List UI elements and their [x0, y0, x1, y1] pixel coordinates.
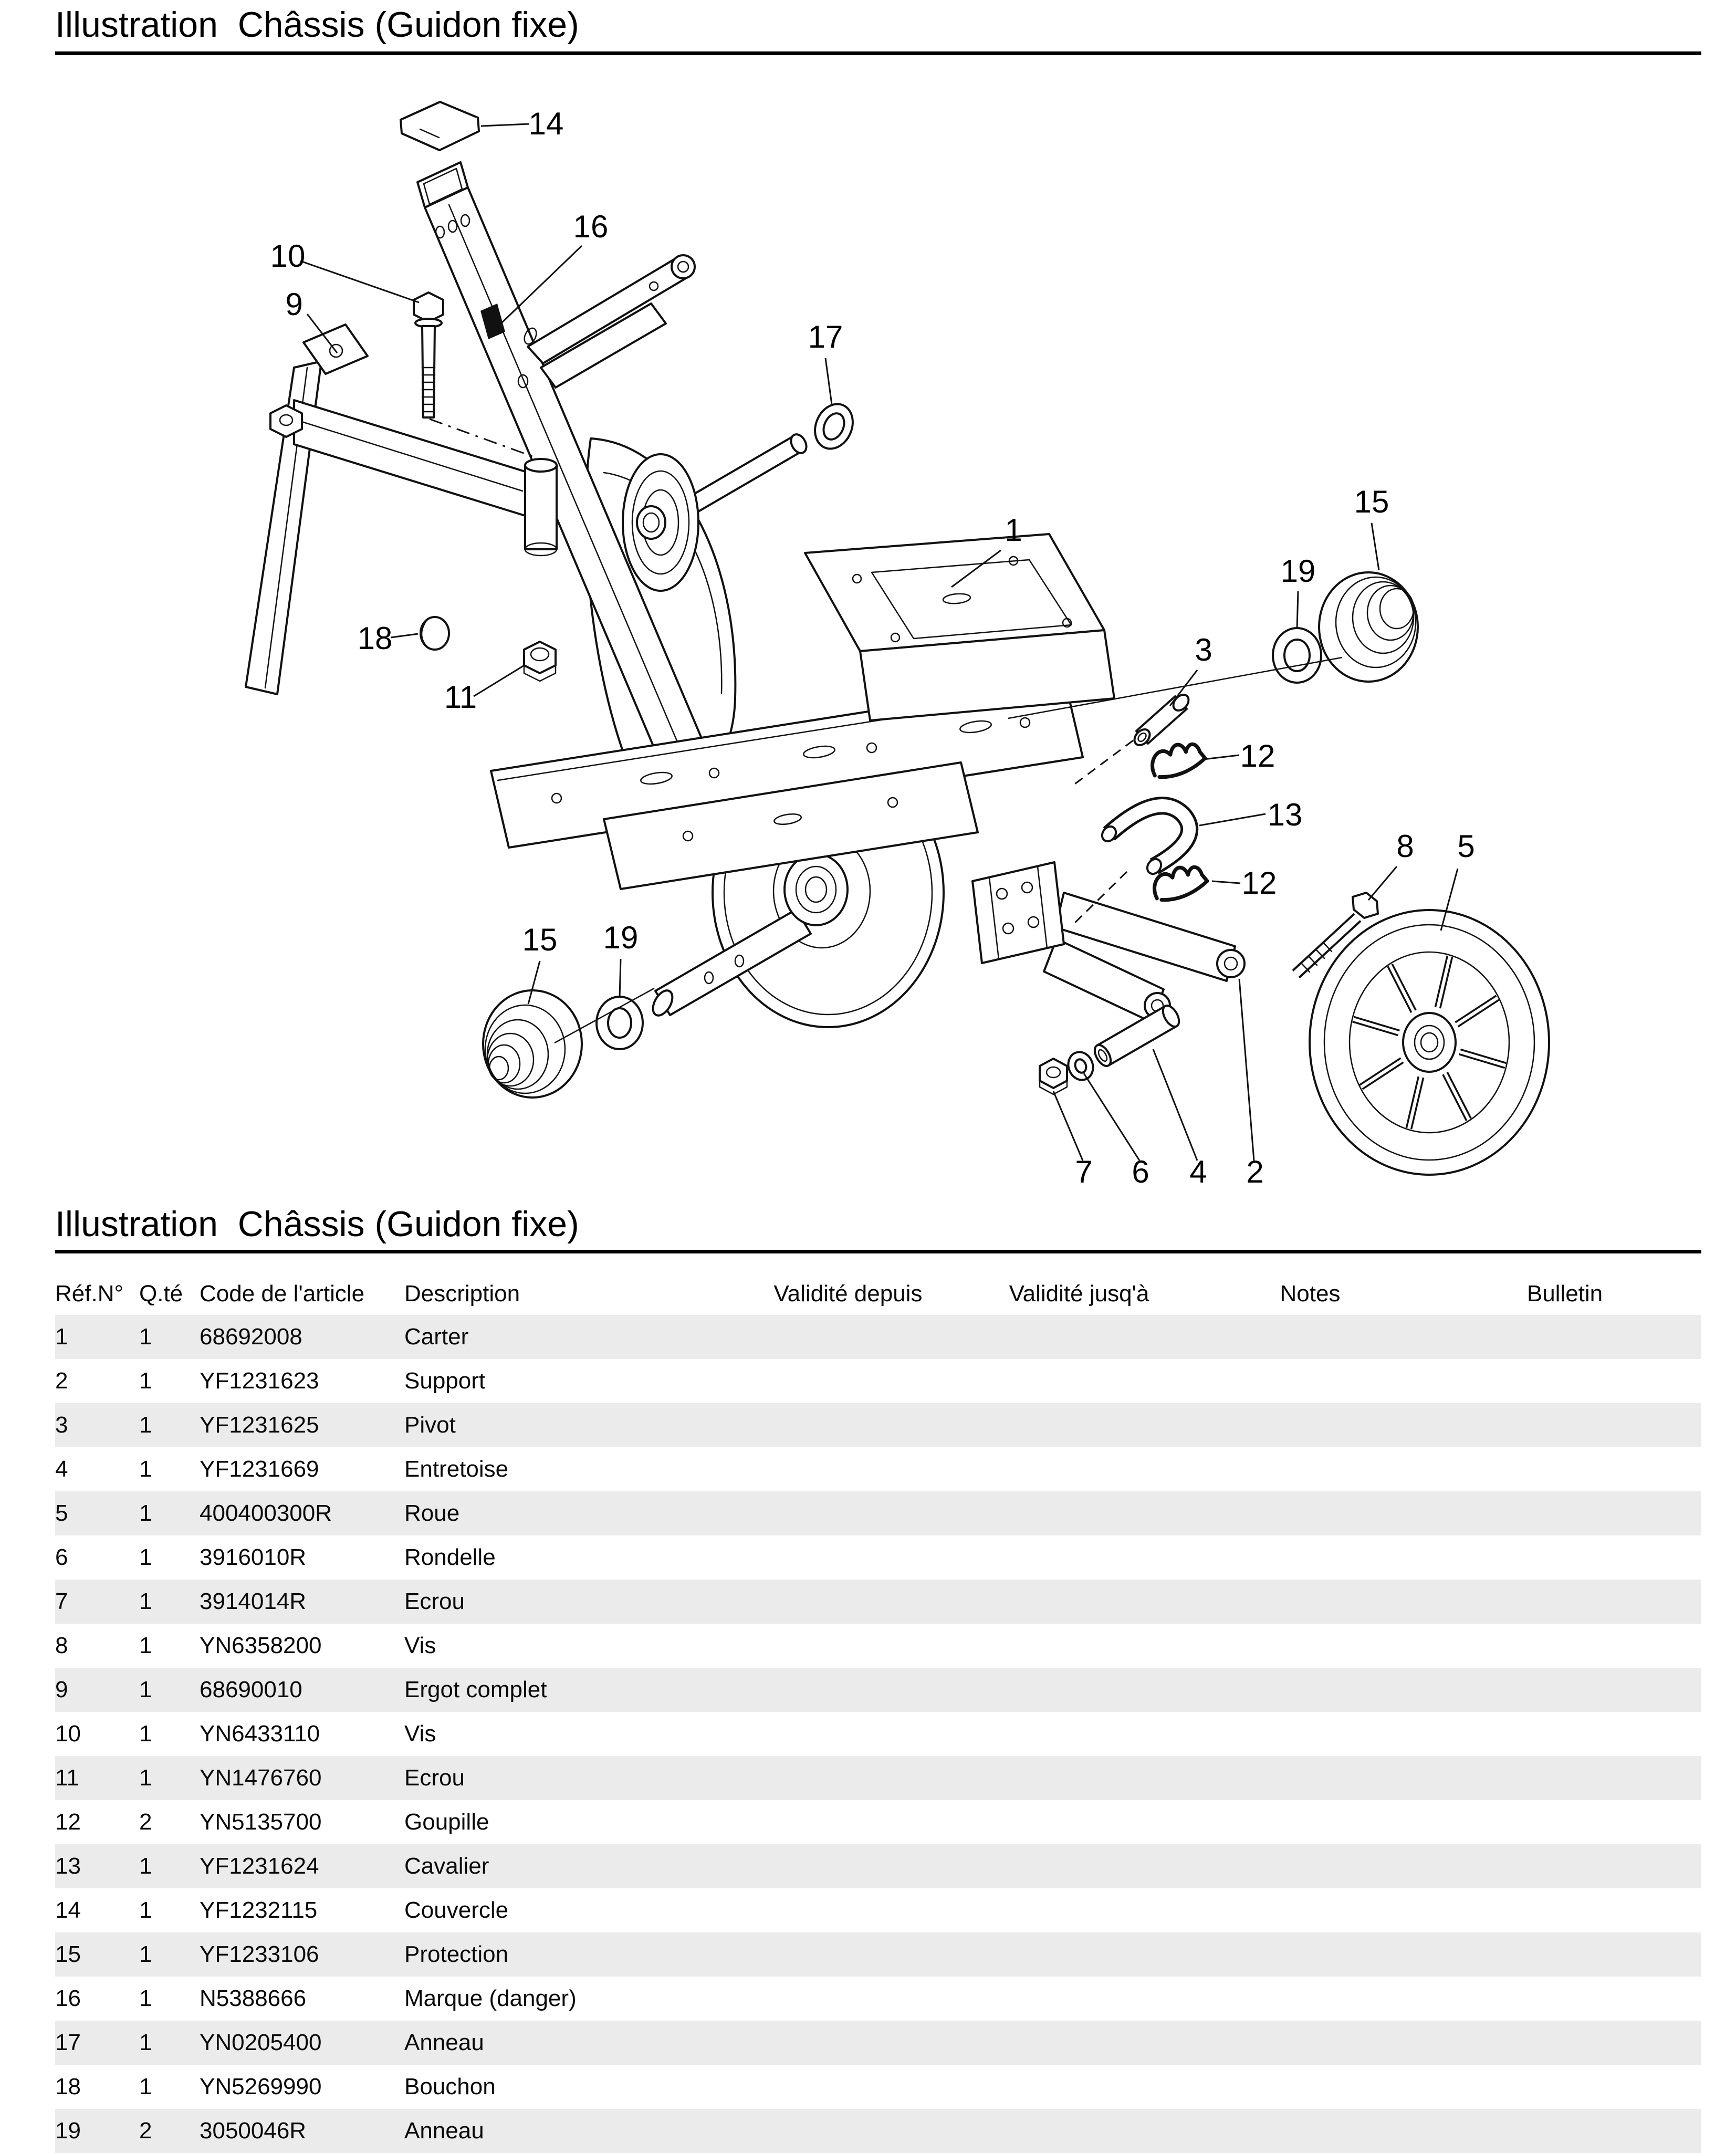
table-cell: 1 [139, 1765, 152, 1791]
callout-label: 17 [808, 319, 843, 354]
col-header-qty: Q.té [139, 1281, 183, 1307]
table-cell: 1 [139, 1324, 152, 1350]
table-cell [1428, 1932, 1701, 1977]
table-cell: 3050046R [200, 2118, 307, 2144]
nut-11-part [524, 642, 556, 681]
table-row [55, 2021, 1701, 2065]
table-cell [730, 1977, 966, 2021]
table-cell [1428, 1447, 1701, 1491]
table-cell: Bouchon [404, 2074, 496, 2099]
table-cell [1192, 1535, 1428, 1580]
page-title: Illustration Châssis (Guidon fixe) [55, 5, 579, 45]
table-cell: 2 [55, 1368, 68, 1394]
ring-19-top-part [1273, 628, 1321, 683]
table-cell: YF1232115 [200, 1897, 318, 1923]
table-cell [730, 1888, 966, 1932]
table-cell: Cavalier [404, 1853, 489, 1879]
table-cell [1192, 1756, 1428, 1800]
table-cell: YF1231669 [200, 1456, 319, 1482]
table-cell [1192, 1800, 1428, 1844]
table-title-rule [55, 1250, 1701, 1253]
table-cell [1428, 1844, 1701, 1888]
table-cell: 6 [55, 1544, 68, 1570]
col-header-bulletin: Bulletin [1526, 1281, 1603, 1307]
table-cell: YF1233106 [200, 1941, 319, 1967]
table-row [55, 1580, 1701, 1624]
callout-label: 8 [1396, 829, 1414, 864]
table-cell: 1 [139, 1588, 152, 1614]
table-cell: 68690010 [200, 1677, 302, 1702]
table-cell: 1 [55, 1324, 68, 1350]
table-cell [966, 1888, 1192, 1932]
table-cell: 4 [55, 1456, 68, 1482]
cavalier-part [1100, 806, 1190, 876]
table-cell [730, 1580, 966, 1624]
clip-12-upper-part [1149, 740, 1207, 779]
table-cell: Entretoise [404, 1456, 509, 1482]
table-cell [1192, 1712, 1428, 1756]
col-header-desc: Description [404, 1281, 520, 1307]
table-cell [730, 1800, 966, 1844]
ring-17-part [808, 398, 860, 455]
table-cell [1428, 1800, 1701, 1844]
table-cell [1192, 2021, 1428, 2065]
col-header-ref: Réf.N° [55, 1281, 124, 1307]
table-cell: 17 [55, 2030, 81, 2055]
callout-label: 12 [1240, 738, 1275, 774]
callout-label: 5 [1457, 829, 1475, 864]
callout-label: 7 [1075, 1154, 1093, 1189]
pivot-pin-part [1132, 692, 1192, 748]
table-cell [966, 1932, 1192, 1977]
table-cell [730, 1403, 966, 1447]
table-cell: 1 [139, 1897, 152, 1923]
table-cell: YF1231624 [200, 1853, 319, 1879]
table-row [55, 1712, 1701, 1756]
table-cell [966, 1403, 1192, 1447]
table-cell: Goupille [404, 1809, 489, 1835]
callout-label: 14 [528, 106, 564, 141]
protection-top-part [1319, 572, 1418, 682]
table-cell: 10 [55, 1721, 81, 1747]
nut-7-part [1040, 1059, 1067, 1094]
table-cell: Carter [404, 1324, 469, 1350]
table-cell: 3 [55, 1412, 68, 1438]
table-cell: 1 [139, 1544, 152, 1570]
table-cell: Roue [404, 1500, 460, 1526]
table-cell [730, 2065, 966, 2109]
table-cell: YN5269990 [200, 2074, 322, 2099]
callout-label: 16 [573, 209, 609, 244]
col-header-valid-to: Validité jusq'à [1009, 1281, 1149, 1307]
table-cell [966, 1315, 1192, 1359]
table-row [55, 1447, 1701, 1491]
table-cell: 5 [55, 1500, 68, 1526]
callout-label: 6 [1132, 1154, 1149, 1189]
table-cell [730, 1491, 966, 1535]
table-cell: 9 [55, 1677, 68, 1702]
table-cell [966, 2109, 1192, 2153]
carter-box-part [805, 534, 1114, 720]
table-cell: Ecrou [404, 1765, 465, 1791]
table-cell: 19 [55, 2118, 81, 2144]
table-cell [1428, 1712, 1701, 1756]
table-cell [966, 1756, 1192, 1800]
table-row [55, 1624, 1701, 1668]
table-cell [966, 2021, 1192, 2065]
table-cell [966, 1624, 1192, 1668]
wheel-part [1310, 910, 1549, 1175]
table-cell: 1 [139, 1500, 152, 1526]
table-cell: 16 [55, 1985, 81, 2011]
table-row [55, 1800, 1701, 1844]
table-row [55, 1756, 1701, 1800]
callout-label: 12 [1241, 865, 1277, 901]
table-cell [1192, 1315, 1428, 1359]
table-cell: Couvercle [404, 1897, 509, 1923]
carter-plate-part [491, 681, 1083, 889]
table-row [55, 1491, 1701, 1535]
table-cell: Anneau [404, 2030, 484, 2055]
table-cell [730, 1624, 966, 1668]
table-cell [730, 1932, 966, 1977]
table-cell: Protection [404, 1941, 509, 1967]
callout-label: 13 [1267, 797, 1303, 832]
protection-bottom-part [483, 990, 582, 1098]
table-cell: YF1231623 [200, 1368, 319, 1394]
table-cell [1428, 1624, 1701, 1668]
table-cell [1192, 2109, 1428, 2153]
callout-label: 4 [1189, 1154, 1207, 1189]
table-cell: 14 [55, 1897, 81, 1923]
table-cell [730, 1712, 966, 1756]
table-cell: 2 [139, 2118, 152, 2144]
table-cell: 3914014R [200, 1588, 307, 1614]
table-cell [730, 1668, 966, 1712]
parts-table-body [55, 1315, 1701, 2153]
table-cell: YN0205400 [200, 2030, 322, 2055]
table-cell [1428, 1403, 1701, 1447]
table-cell [1192, 1491, 1428, 1535]
table-cell: 68692008 [200, 1324, 302, 1350]
table-cell [1192, 1403, 1428, 1447]
table-cell: YN6433110 [200, 1721, 320, 1747]
table-cell: 1 [139, 1941, 152, 1967]
table-cell [730, 1535, 966, 1580]
table-cell [730, 2021, 966, 2065]
arm-bracket-part [528, 255, 695, 388]
table-cell: YF1231625 [200, 1412, 319, 1438]
callout-label: 9 [285, 287, 303, 322]
table-cell: Support [404, 1368, 486, 1394]
table-cell [1192, 1844, 1428, 1888]
table-cell [1428, 2021, 1701, 2065]
table-cell [966, 1491, 1192, 1535]
table-cell: 13 [55, 1853, 81, 1879]
table-row [55, 1668, 1701, 1712]
callout-label: 18 [357, 621, 393, 656]
table-cell: Ergot complet [404, 1677, 547, 1702]
table-cell: Anneau [404, 2118, 484, 2144]
table-cell [966, 1359, 1192, 1403]
table-cell: 1 [139, 1853, 152, 1879]
table-cell [1428, 1491, 1701, 1535]
table-cell: N5388666 [200, 1985, 307, 2011]
table-cell: YN1476760 [200, 1765, 322, 1791]
table-cell [1192, 1447, 1428, 1491]
table-cell [1192, 1668, 1428, 1712]
table-cell [966, 1447, 1192, 1491]
callout-label: 15 [1354, 484, 1389, 519]
table-cell: 18 [55, 2074, 81, 2099]
table-cell [1428, 1756, 1701, 1800]
table-cell: 8 [55, 1633, 68, 1658]
table-cell: 2 [139, 1809, 152, 1835]
table-cell [1192, 1977, 1428, 2021]
table-cell: 12 [55, 1809, 81, 1835]
table-cell: Pivot [404, 1412, 456, 1438]
parts-table [55, 1273, 1701, 2153]
bouchon-part [421, 617, 449, 650]
table-cell [1192, 1932, 1428, 1977]
table-row [55, 2065, 1701, 2109]
table-cell [730, 1315, 966, 1359]
callout-label: 1 [1005, 513, 1022, 548]
washer-part [1064, 1049, 1097, 1083]
table-row [55, 1315, 1701, 1359]
table-row [55, 1888, 1701, 1932]
ring-19-bottom-part [597, 997, 643, 1049]
table-cell [966, 2065, 1192, 2109]
table-row [55, 1844, 1701, 1888]
callout-label: 3 [1195, 632, 1212, 667]
table-cell [966, 1580, 1192, 1624]
table-cell: 400400300R [200, 1500, 332, 1526]
table-cell [1428, 1359, 1701, 1403]
table-cell [1428, 2065, 1701, 2109]
table-row [55, 1977, 1701, 2021]
table-cell: 1 [139, 1412, 152, 1438]
table-cell [1428, 1535, 1701, 1580]
table-row [55, 1932, 1701, 1977]
table-cell: 11 [55, 1765, 79, 1791]
table-cell [1428, 1580, 1701, 1624]
table-cell: 1 [139, 2030, 152, 2055]
table-cell: Ecrou [404, 1588, 465, 1614]
table-cell: Vis [404, 1633, 436, 1658]
cover-part [401, 102, 479, 150]
table-cell [966, 1844, 1192, 1888]
table-cell: 1 [139, 2074, 152, 2099]
table-cell [1428, 1888, 1701, 1932]
callout-label: 15 [522, 922, 558, 957]
table-cell: 1 [139, 1368, 152, 1394]
table-cell [966, 1712, 1192, 1756]
table-cell: Marque (danger) [404, 1985, 577, 2011]
table-cell: 1 [139, 1721, 152, 1747]
table-cell [1192, 1580, 1428, 1624]
table-cell [1428, 1977, 1701, 2021]
table-cell: 1 [139, 1985, 152, 2011]
callout-label: 19 [603, 920, 639, 955]
table-cell: YN5135700 [200, 1809, 322, 1835]
callout-label: 11 [444, 680, 477, 715]
table-cell [1192, 1624, 1428, 1668]
table-cell [1192, 1359, 1428, 1403]
table-title: Illustration Châssis (Guidon fixe) [55, 1204, 579, 1244]
table-cell [1192, 1888, 1428, 1932]
table-cell [730, 1844, 966, 1888]
table-header-row [55, 1273, 1701, 1315]
table-cell [1428, 2109, 1701, 2153]
table-row [55, 2109, 1701, 2153]
table-cell: Vis [404, 1721, 436, 1747]
table-cell [730, 1447, 966, 1491]
table-cell [966, 1668, 1192, 1712]
table-cell: 3916010R [200, 1544, 307, 1570]
callout-label: 10 [270, 238, 306, 274]
callout-label: 19 [1280, 553, 1316, 589]
table-cell: 15 [55, 1941, 81, 1967]
table-cell [1428, 1315, 1701, 1359]
callout-label: 2 [1246, 1154, 1264, 1189]
col-header-code: Code de l'article [200, 1281, 365, 1307]
table-cell [730, 2109, 966, 2153]
table-cell: Rondelle [404, 1544, 496, 1570]
table-row [55, 1535, 1701, 1580]
table-cell [966, 1977, 1192, 2021]
table-cell [1192, 2065, 1428, 2109]
table-cell: 1 [139, 1677, 152, 1702]
table-cell [966, 1800, 1192, 1844]
table-cell: 1 [139, 1633, 152, 1658]
table-row [55, 1359, 1701, 1403]
table-cell [966, 1535, 1192, 1580]
table-cell [730, 1756, 966, 1800]
col-header-notes: Notes [1280, 1281, 1341, 1307]
table-cell [1428, 1668, 1701, 1712]
table-cell: 1 [139, 1456, 152, 1482]
table-cell: 7 [55, 1588, 68, 1614]
table-cell: YN6358200 [200, 1633, 322, 1658]
parts-table-wrapper [55, 1273, 1701, 2153]
table-row [55, 1403, 1701, 1447]
bolt-10-part [414, 292, 443, 417]
table-cell [730, 1359, 966, 1403]
col-header-valid-from: Validité depuis [773, 1281, 923, 1307]
